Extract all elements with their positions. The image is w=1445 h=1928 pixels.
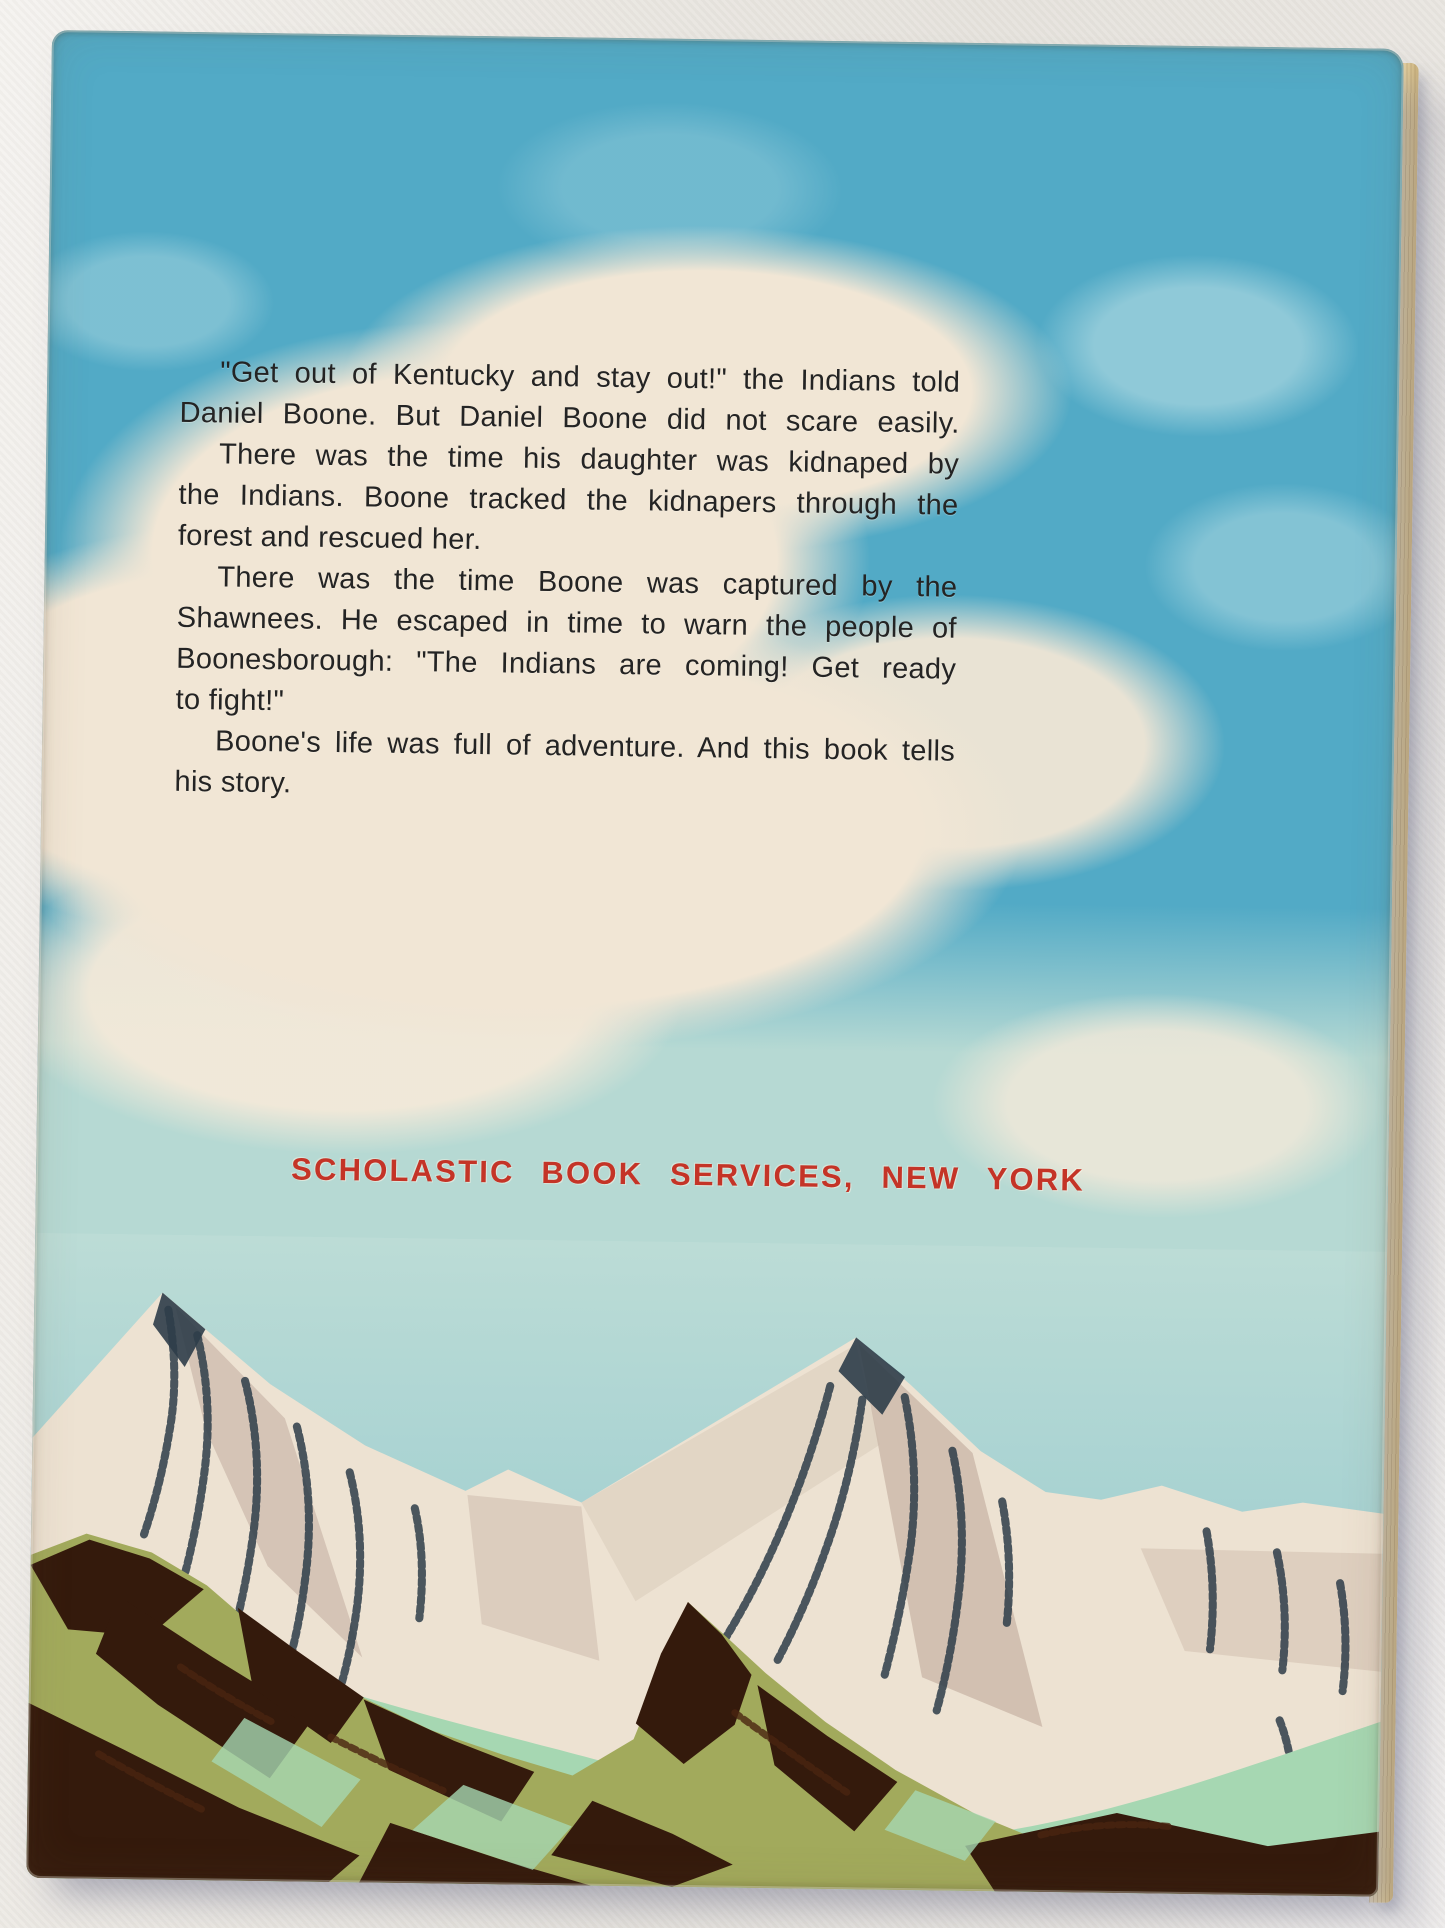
blurb-paragraph	[175, 557, 957, 732]
blurb-line: Boone's life was full of adventure. And this book tells	[214, 725, 956, 768]
paperback-book	[26, 30, 1404, 1897]
mountain-illustration	[26, 1233, 1387, 1897]
blurb-line: "Get out of Kentucky and stay out!" the Indians told	[220, 356, 961, 399]
blurb-line: Daniel Boone. But Daniel Boone did not scare easily.	[179, 396, 960, 440]
blurb-paragraph	[174, 721, 955, 814]
blurb-line: his story.	[174, 765, 292, 800]
blurb-line: Boonesborough: "The Indians are coming! Get ready	[176, 642, 957, 686]
blurb-line: There was the time Boone was captured by the	[217, 561, 958, 604]
blurb-line: forest and rescued her.	[177, 519, 482, 557]
blurb-line: Shawnees. He escaped in time to warn the people of	[176, 601, 957, 645]
blurb-text	[174, 352, 960, 814]
blurb-paragraph	[178, 434, 960, 568]
blurb-paragraph	[179, 352, 960, 445]
publisher-line: SCHOLASTIC BOOK SERVICES, NEW YORK	[290, 1151, 1086, 1198]
back-cover	[26, 30, 1404, 1897]
blurb-line: There was the time his daughter was kidnaped by	[218, 438, 960, 481]
blurb-line: the Indians. Boone tracked the kidnapers through the	[178, 478, 959, 522]
blurb-line: to fight!"	[175, 683, 285, 718]
